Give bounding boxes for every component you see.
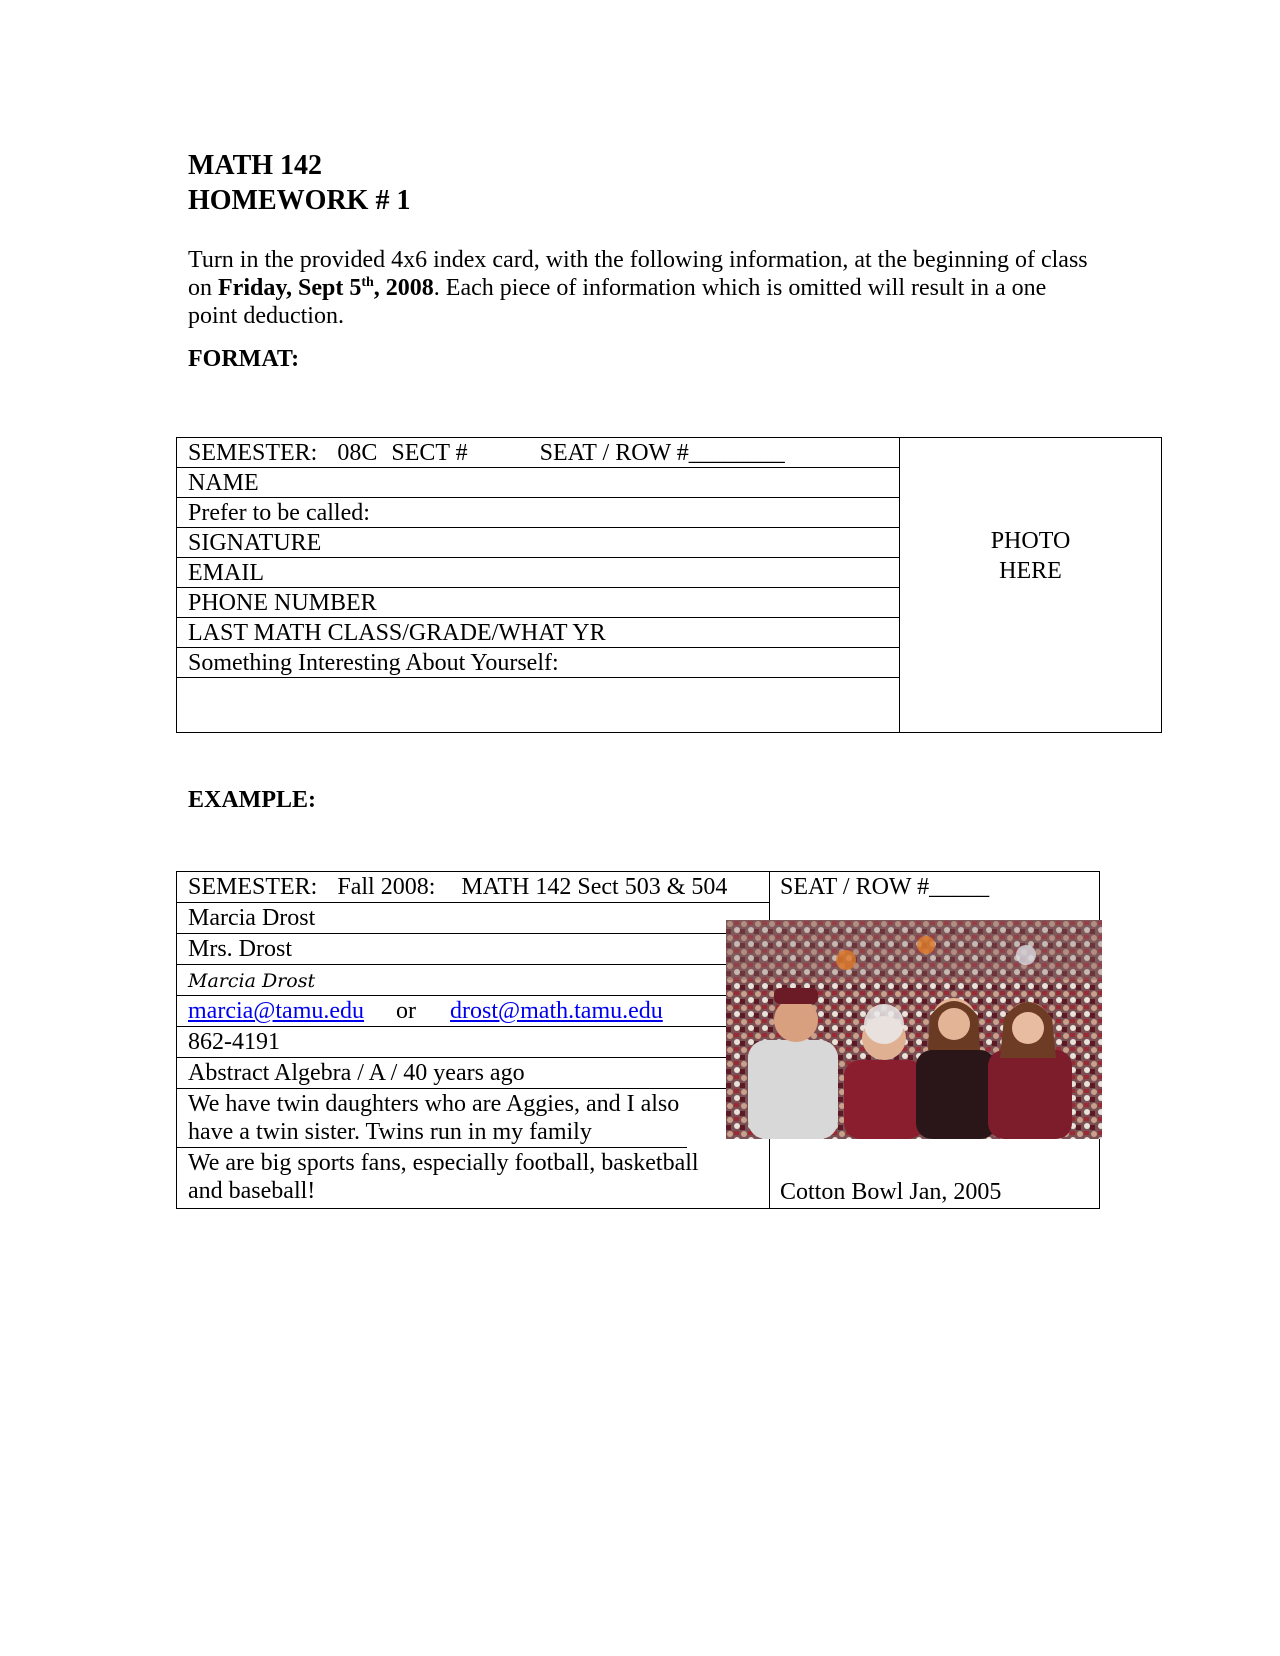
format-row-last-math: LAST MATH CLASS/GRADE/WHAT YR xyxy=(177,618,899,648)
email-or: or xyxy=(396,998,417,1024)
example-semester-value: Fall 2008: xyxy=(337,874,436,900)
example-row-email xyxy=(177,996,769,1027)
format-row-interesting: Something Interesting About Yourself: xyxy=(177,648,899,678)
document-title xyxy=(188,148,410,218)
format-row-blank xyxy=(177,678,899,732)
example-heading: EXAMPLE: xyxy=(188,787,316,813)
format-heading: FORMAT: xyxy=(188,346,300,372)
photo-placeholder xyxy=(900,526,1161,586)
family-photo-illustration xyxy=(726,920,1102,1139)
instructions-text: Turn in the provided 4x6 index card, with the following information, at the beginning of class on xyxy=(188,247,1088,301)
email-link-2[interactable]: drost@math.tamu.edu xyxy=(450,998,663,1024)
photo-label-1: PHOTO xyxy=(990,528,1071,554)
format-card-table xyxy=(176,437,1162,733)
course-title: MATH 142 xyxy=(188,150,323,181)
instructions-paragraph xyxy=(188,246,1088,330)
family-photo xyxy=(726,920,1102,1139)
example-row-preferred: Mrs. Drost xyxy=(177,934,769,965)
example-semester-row xyxy=(177,872,769,903)
example-semester-label: SEMESTER: xyxy=(188,874,318,900)
format-semester-row xyxy=(177,438,899,468)
assignment-title: HOMEWORK # 1 xyxy=(188,185,411,216)
example-row-name: Marcia Drost xyxy=(177,903,769,934)
semester-label: SEMESTER: xyxy=(188,440,318,466)
example-row-interesting-2: We are big sports fans, especially football, basketball and baseball! xyxy=(188,1150,699,1204)
semester-value: 08C xyxy=(337,440,378,466)
section-label: SECT # xyxy=(391,440,468,466)
seat-row-label: SEAT / ROW #________ xyxy=(539,440,785,466)
format-row-phone: PHONE NUMBER xyxy=(177,588,899,618)
example-fields-column xyxy=(177,872,770,1208)
example-row-phone: 862-4191 xyxy=(177,1027,769,1058)
due-date-year: , 2008 xyxy=(373,275,434,301)
example-row-signature xyxy=(177,965,769,996)
format-fields-column xyxy=(177,438,900,732)
example-signature: Marcia Drost xyxy=(188,970,316,992)
photo-caption: Cotton Bowl Jan, 2005 xyxy=(780,1179,1002,1205)
photo-label-2: HERE xyxy=(999,558,1062,584)
example-course-section: MATH 142 Sect 503 & 504 xyxy=(461,874,728,900)
instructions-text-2: . Each piece of information which is omitted will result in a one point deduction. xyxy=(188,275,1047,329)
format-row-name: NAME xyxy=(177,468,899,498)
example-row-interesting-1: We have twin daughters who are Aggies, and I also have a twin sister. Twins run in my family xyxy=(177,1089,687,1148)
format-row-email: EMAIL xyxy=(177,558,899,588)
example-seat-row: SEAT / ROW #_____ xyxy=(780,874,990,900)
format-row-signature: SIGNATURE xyxy=(177,528,899,558)
example-row-last-math: Abstract Algebra / A / 40 years ago xyxy=(177,1058,769,1089)
due-date: Friday, Sept 5 xyxy=(218,275,362,301)
due-date-suffix: th xyxy=(361,275,374,290)
email-link-1[interactable]: marcia@tamu.edu xyxy=(188,998,365,1024)
format-row-preferred: Prefer to be called: xyxy=(177,498,899,528)
